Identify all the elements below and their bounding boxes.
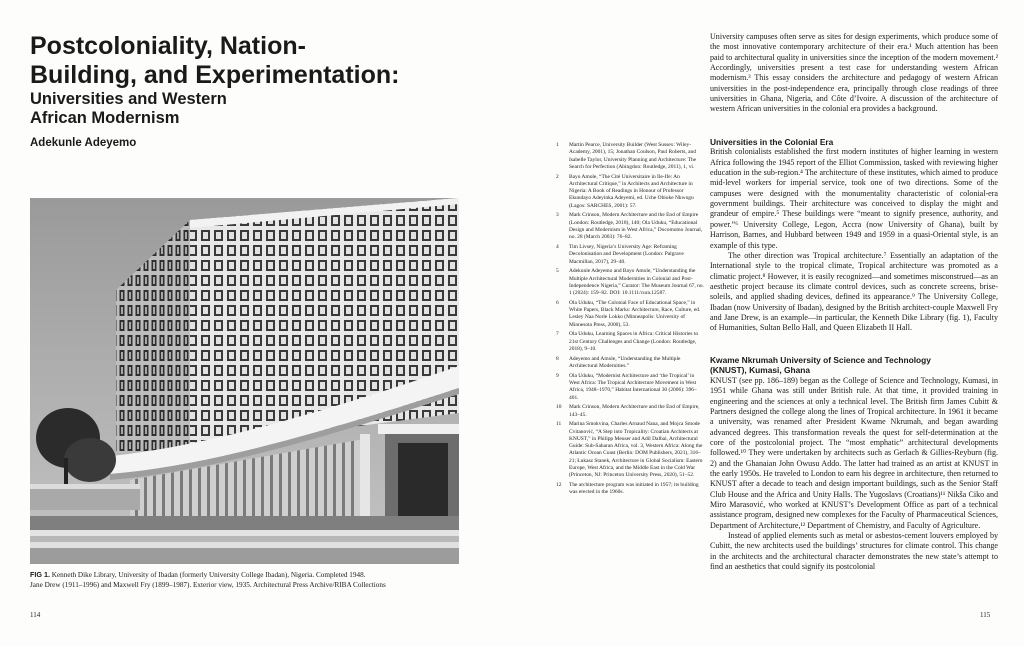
endnote	[556, 268, 705, 297]
colonial-era-section	[710, 137, 998, 334]
section-heading-line: Kwame Nkrumah University of Science and Technology	[710, 355, 931, 365]
intro-paragraph: University campuses often serve as sites for design experiments, which produce some of the most innovative contemporary architecture of their era.¹ Much attention has been paid to architectural quality in universities since the inception of the modern movement.² Accordingly, universities present a test case for understanding western African modernism.³ This essay considers the architecture and pedagogy of western African universities in the post-independence era, principally through close readings of three universities in Ghana, Nigeria, and Côte d’Ivoire. A discussion of the architecture of western African universities in the colonial era provides a background.	[710, 32, 998, 114]
endnote	[556, 355, 705, 371]
endnote-text: Bayo Amole, “The Cité Universitaire in Ile-Ife: An Architectural Critique,” in Architects and Architecture in Nigeria: A Book of Readings in Honour of Professor Ekundayo Adeyinka Adeyemi, ed. Uche Obioke Nkwogu (Lagos: SARCHES, 2001): 57.	[569, 173, 694, 209]
endnote	[556, 142, 705, 171]
intro-paragraph-block	[710, 32, 998, 115]
body-paragraph: Instead of applied elements such as metal or asbestos-cement louvers employed by Cubitt, the new architects used the buildings’ structures for climate control. This change in the architects and the architectural character demonstrates the new state’s attempt to find an aesthetics that could signify its postcolonial	[710, 530, 998, 571]
endnote-number: 5	[556, 268, 559, 275]
author-name: Adekunle Adeyemo	[30, 137, 137, 149]
body-text: (see pp. 186–189) began as the College of Science and Technology, Kumasi, in 1951 while Ghana was still under British rule. At that time, it provided training in engineering and the sciences at only a technical level. The British firm James Cubitt & Partners designed the college along the lines of Tropical architecture. In 1961 it became a university, was renamed after President Kwame Nkrumah, and began awarding advanced degrees. This transformation reveals the quest for self-determination at the core of the postcolonial project. The “most emphatic” architectural developments followed.¹⁰ They were undertaken by architects such as Gerlach & Gillies-Reyburn (fig. 2) and the Ghanaian John Owusu Addo. The latter had trained as an artist at KNUST in the early 1950s. He traveled to London to earn his degree in architecture, then returned to KNUST after a decade to teach and design important buildings, such as the Senior Staff Club House and the Africa and Unity Halls. The Yugoslavs (Croatians)¹¹ Nikša Ciko and Miro Marasović, who worked at KNUST’s Development Office as part of a technical assistance program, designed new complexes for the Faculty of Pharmaceutical Sciences, Department of Architecture,¹² Department of Chemistry, and Faculty of Agriculture.	[710, 375, 999, 530]
endnote-text: Mark Crinson, Modern Architecture and the End of Empire, 143–45.	[569, 404, 700, 418]
endnote-number: 12	[556, 482, 562, 489]
endnote-number: 10	[556, 404, 562, 411]
endnote	[556, 299, 705, 329]
endnote-text: The architecture program was initiated in 1957; its building was erected in the 1960s.	[569, 482, 699, 496]
essay-subtitle	[30, 90, 227, 128]
section-heading-line: (KNUST), Kumasi, Ghana	[710, 365, 811, 376]
endnote	[556, 482, 705, 497]
endnote-text: Marina Smokvina, Charles Arnaud Nana, and Mojca Smode Cvitanović, “A Step into Tropicality: Croatian Architects at KNUST,” in Philipp Meuser and Adil Dalbai, Architectural Guide: Sub-Saharan Africa, vol. 3, Western Africa: Along the Atlantic Ocean Coast (Berlin: DOM Publishers, 2021), 316–21; Łukasz Stanek, Architecture in Global Socialism: Eastern Europe, West Africa, and the Middle East in the Cold War (Princeton, NJ: Princeton University Press, 2020), 51–52.	[569, 421, 703, 479]
endnote	[556, 331, 705, 353]
essay-subtitle-line: African Modernism	[30, 109, 180, 127]
page-number-left: 114	[30, 611, 41, 619]
endnote-text: Ola Uduku, “The Colonial Face of Educational Space,” in White Papers, Black Marks: Architecture, Race, Culture, ed. Lesley Naa Norle Lokko (Minneapolis: University of Minnesota Press, 2000), 53.	[569, 299, 701, 328]
endnote-text: Adekunle Adeyemo and Bayo Amole, “Understanding the Multiple Architectural Modernities in Colonial and Post-Independence Nigeria,” Curator: The Museum Journal 67, no. 1 (2024): 159–82. DOI: 10.1111/cura.12587.	[569, 268, 704, 297]
endnotes	[556, 142, 705, 499]
body-paragraph: British colonialists established the first modern institutes of higher learning in western Africa following the 1945 report of the Elliot Commission, tasked with reviewing higher education in the sub-region.⁴ The architecture of these institutes, which aimed to produce mid-level workers for imperial service, took one of two directions. Some of the campuses were designed with the monumentality characteristic of colonial-era government buildings. Their architecture was conceived to display the might and grandeur of empire.⁵ These buildings were “meant to signify presence, authority, and power.”⁶ University College, Legon, Accra (now University of Ghana), built by Harrison, Barnes, and Hubbard between 1949 and 1959 in a quasi-Oriental style, is an example of this type.	[710, 147, 998, 250]
endnote-number: 4	[556, 244, 559, 251]
endnote-text: Martin Pearce, University Builder (West Sussex: Wiley-Academy, 2001), 15; Jonathan Coulson, Paul Roberts, and Isabelle Taylor, University Planning and Architecture: The Search for Perfection (Abingdon: Routledge, 2011), 1, vi.	[569, 142, 697, 170]
essay-title-line: Building, and Experimentation:	[30, 61, 400, 89]
caption-line: Jane Drew (1911–1996) and Maxwell Fry (1899–1987). Exterior view, 1935. Architectural Press Archive/RIBA Collections	[30, 580, 386, 589]
essay-subtitle-line: Universities and Western	[30, 90, 227, 108]
endnote	[556, 404, 705, 419]
caption-line: Kenneth Dike Library, University of Ibadan (formerly University College Ibadan), Nigeria. Completed 1948.	[51, 571, 366, 579]
figure-label: FIG 1.	[30, 570, 50, 579]
endnote-number: 9	[556, 372, 559, 379]
endnote-text: Adeyemo and Amole, “Understanding the Multiple Architectural Modernities.”	[569, 355, 681, 370]
endnote	[556, 173, 705, 210]
kenneth-dike-library-photo	[30, 198, 459, 564]
endnote	[556, 244, 705, 266]
endnote-number: 3	[556, 212, 559, 219]
page-number-right: 115	[980, 611, 991, 619]
endnote-number: 7	[556, 331, 559, 338]
section-heading	[710, 355, 998, 376]
endnote	[556, 212, 705, 241]
knust-abbrev: KNUST	[710, 375, 737, 385]
endnote-number: 6	[556, 299, 559, 306]
endnote-text: Ola Uduku, Learning Spaces in Africa: Critical Histories to 21st Century Challenges and Change (London: Routledge, 2018), 9–10.	[569, 331, 699, 353]
endnote	[556, 372, 705, 402]
section-heading: Universities in the Colonial Era	[710, 137, 834, 147]
endnote	[556, 421, 705, 479]
knust-section	[710, 355, 998, 572]
body-paragraph	[710, 376, 998, 531]
essay-title	[30, 32, 510, 90]
endnote-number: 2	[556, 173, 559, 180]
essay-title-line: Postcoloniality, Nation-	[30, 32, 306, 60]
endnote-text: Tim Livsey, Nigeria’s University Age: Reframing Decolonisation and Development (London: Palgrave Macmillan, 2017), 29–40.	[569, 244, 684, 265]
endnote-number: 8	[556, 355, 559, 362]
endnote-text: Mark Crinson, Modern Architecture and the End of Empire (London: Routledge, 2018), 140; Ola Uduku, “Educational Design and Modernism in West Africa,” Docomomo Journal, no. 28 (March 2003): 76–82.	[569, 212, 703, 241]
endnote-text: Ola Uduku, “Modernist Architecture and ‘the Tropical’ in West Africa: The Tropical Architecture Movement in West Africa, 1948–1970,” Habitat International 30 (2006): 396–401.	[569, 372, 697, 401]
figure-caption	[30, 570, 460, 590]
endnote-number: 1	[556, 142, 559, 148]
endnote-number: 11	[556, 421, 562, 428]
body-paragraph: The other direction was Tropical architecture.⁷ Essentially an adaptation of the International style to the tropical climate, Tropical architecture was promoted as a climatic project.⁸ However, it is easily recognized—and sometimes misconstrued—as an aesthetic project because its climate control devices, such as concrete screens, brise-soleils, and applied shading devices, defined its appearance.⁹ The University College, Ibadan (now University of Ibadan), designed by the British architect-couple Maxwell Fry and Jane Drew, is an example—in particular, the Kenneth Dike Library (fig. 1), Faculty of Humanities, Sultan Bello Hall, and Queen Elizabeth II Hall.	[710, 250, 998, 333]
